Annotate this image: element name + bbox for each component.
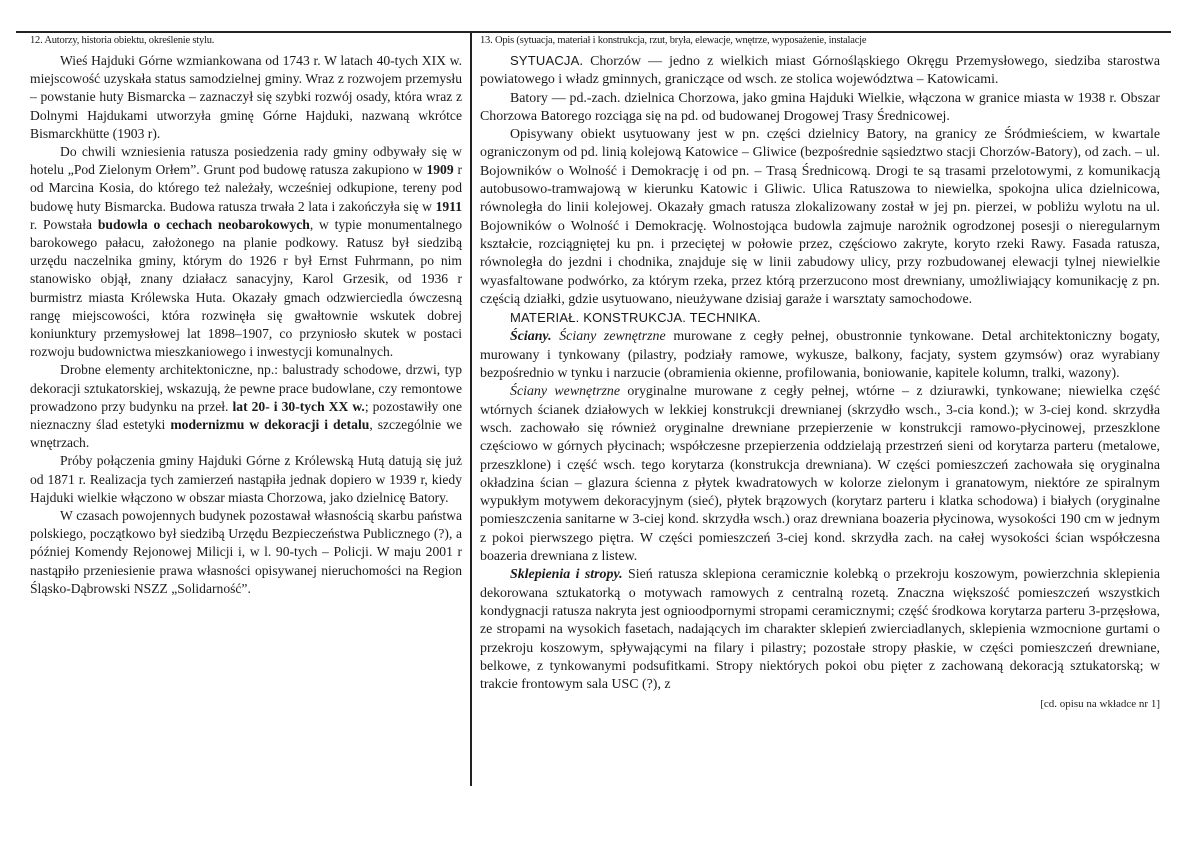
history-paragraph-5: W czasach powojennych budynek pozostawał własnością skarbu państwa polskiego, początkowo był siedzibą Urzędu Bezpieczeństwa Publicznego (?), a później Komendy Rejonowej Milicji i, w l. 90-tych – Policji. W maju 2001 r nastąpiło przeniesienie prawa własności opisywanej nieruchomości na Region Śląsko-Dąbrowski NSZZ „Solidarność”. [30, 508, 462, 596]
situation-title: SYTUACJA [510, 53, 580, 68]
history-paragraph-1: Wieś Hajduki Górne wzmiankowana od 1743 r. W latach 40-tych XIX w. miejscowość uzyskała status samodzielnej gminy. Wraz z rozwojem przemysłu – powstanie huty Bismarcka – zaznaczył się szybki rozwój osady, która wraz z Dolnymi Hajdukami utworzyła gminę Górne Hajduki, nazwaną wkrótce Bismarckhütte (1903 r). [30, 53, 462, 141]
material-title: MATERIAŁ. KONSTRUKCJA. TECHNIKA. [510, 310, 761, 326]
history-paragraph-2: Do chwili wzniesienia ratusza posiedzenia rady gminy odbywały się w hotelu „Pod Zielonym Orłem”. Grunt pod budowę ratusza zakupiono w 1909 r od Marcina Kosia, do którego też należały, wcześniej odkupione, tereny pod budowę huty Bismarcka. Budowa ratusza trwała 2 lata i zakończyła się w 1911 r. Powstała budowla o cechach neobarokowych, w typie monumentalnego barokowego pałacu, założonego na planie podkowy. Ratusz był siedzibą urzędu naczelnika gminy, którym do 1926 r był Ernst Fuhrmann, po nim stanowisko objął, znany działacz sanacyjny, Karol Grzesik, od 1936 r burmistrz miasta Królewska Huta. Okazały gmach odzwierciedla ówczesną rangę miejscowości, która rozwinęła się gwałtownie wskutek dobrej koniunktury przemysłowej lat 1898–1907, co przyniosło skutek w postaci rozwoju budownictwa mieszkaniowego i inwestycji komunalnych. [30, 144, 462, 360]
section-12-header: 12. Autorzy, historia obiektu, określenie stylu. [30, 35, 215, 46]
walls-internal-paragraph: Ściany wewnętrzne oryginalne murowane z cegły pełnej, wtórne – z dziurawki, tynkowane; niewielka część wtórnych ścianek działowych w lekkiej konstrukcji drewnianej (skrzydło wsch., 3-cia kond.); w 3-ciej kond. skrzydła wsch. zachowało się również oryginalne drewniane przepierzenie w konstrukcji ramowo-płycinowej, przeszklone częściowo w górnych płycinach; współczesne przepierzenia oddzielają przestrzeń sieni od korytarza parteru (metalowe, przeszklone) i część wsch. tego korytarza (konstrukcja drewniana). W części pomieszczeń zachowała się oryginalna okładzina ścian – glazura ścienna z płytek kwadratowych w kolorze zielonym i granatowym, niektóre ze spiralnym wypukłym motywem dekoracyjnym (sieć), płytek brązowych (korytarz parteru i klatka schodowa) i białych (oryginalne pomieszczenia sanitarne w 3-ciej kond. skrzydła wsch.) oraz drewniana boazeria płycinowa, wysokości 190 cm w jednym z pokoi pierwszego piętra. W części pomieszczeń 3-ciej kond. skrzydła zach. na całej wysokości ścian współczesna boazeria drewniana z listew. [480, 384, 1160, 565]
description-column [480, 34, 1160, 710]
top-rule [16, 31, 1171, 33]
column-divider [470, 31, 472, 786]
situation-paragraph-1: SYTUACJA. Chorzów — jedno z wielkich miast Górnośląskiego Okręgu Przemysłowego, siedziba starostwa powiatowego i władz gminnych, graniczące od wsch. ze stolica województwa – Katowicami. [480, 53, 1160, 88]
walls-external-paragraph: Ściany. Ściany zewnętrzne murowane z cegły pełnej, obustronnie tynkowane. Detal architektoniczny bogaty, murowany i tynkowany (pilastry, podziały ramowe, wykusze, balkony, facjaty, system gzymsów) oraz wyrabiany bezpośrednio w tynku i narzucie (obramienia okienne, profilowania, boniowanie, kapitele kolumn, tralki, wazony). [480, 329, 1160, 382]
continuation-note: [cd. opisu na wkładce nr 1] [1040, 698, 1160, 711]
history-paragraph-3: Drobne elementy architektoniczne, np.: balustrady schodowe, drzwi, typ dekoracji sztukatorskiej, wskazują, że pewne prace budowlane, czy remontowe prowadzono przy budynku na przeł. lat 20- i 30-tych XX w.; pozostawiły one nieznaczny ślad estetyki modernizmu w dekoracji i detalu, szczególnie we wnętrzach. [30, 362, 462, 451]
situation-paragraph-3: Opisywany obiekt usytuowany jest w pn. części dzielnicy Batory, na granicy ze Śródmieściem, w kwartale ograniczonym od pd. linią kolejową Katowice – Gliwice (bezpośrednie sąsiedztwo stacji Chorzów-Batory), od zach. – ul. Bojowników o Wolność i Demokrację i od pn. – Trasą Średnicową. Drogi te są trasami przelotowymi, z komunikacją autobusowo-tramwajową w kierunku Katowic i Gliwic. Ulica Ratuszowa to niewielka, spokojna ulica dzielnicowa, równoległa do linii kolejowej. Okazały gmach ratusza zlokalizowany został w jej pn. pierzei, w pobliżu wylotu na ul. Bojowników o Wolność i Demokrację. Wolnostojąca budowla zajmuje narożnik ogrodzonej posesji o nieregularnym kształcie, rozciągniętej ku pn. i przeciętej w połowie przez, częściowo zakryte, koryto rzeki Rawy. Fasada ratusza, równoległa do jezdni i chodnika, znajduje się w linii zabudowy ulicy, przy rozbudowanej elewacji tylnej niewielkie wyasfaltowane podwórko, za którym rzeka, przez którą przerzucono most drewniany, umożliwiający komunikację z pn. częścią działki, gdzie usytuowano, nieużywane dzisiaj garaże i warsztaty samochodowe. [480, 127, 1160, 307]
history-column [30, 34, 462, 598]
history-paragraph-4: Próby połączenia gminy Hajduki Górne z Królewską Hutą datują się już od 1871 r. Realizacja tych zamierzeń nastąpiła jednak dopiero w 1939 r, kiedy Hajduki wielkie włączono w obszar miasta Chorzowa, jako dzielnicę Batory. [30, 453, 462, 505]
section-13-header: 13. Opis (sytuacja, materiał i konstrukcja, rzut, bryła, elewacje, wnętrze, wyposażenie, instalacje [480, 35, 867, 46]
situation-paragraph-2: Batory — pd.-zach. dzielnica Chorzowa, jako gmina Hajduki Wielkie, włączona w granice miasta w 1938 r. Obszar Chorzowa Batorego rozciąga się na pd. od budowanej Drogowej Trasy Średnicowej. [480, 90, 1160, 124]
vaults-paragraph: Sklepienia i stropy. Sień ratusza sklepiona ceramicznie kolebką o przekroju koszowym, powierzchnia sklepienia dekorowana sztukatorką o motywach ramowych z centralną rozetą. Znaczna większość pomieszczeń wszystkich kondygnacji ratusza nakryta jest ognioodpornymi stropami ceramicznymi; część środkowa korytarza parteru 3-przęsłowa, ze stropami na wysokich fasetach, nadających im charakter sklepień zwierciadlanych, sklepienia wzmocnione gurtami o przekroju koszowym, spływającymi na filary i pilastry; pozostałe stropy płaskie, w części pomieszczeń drewniane, belkowe, z tynkowanymi podsufitkami. Stropy niektórych pokoi obu pięter z zachowaną dekoracją sztukatorską; w trakcie frontowym sala USC (?), z [480, 567, 1161, 693]
